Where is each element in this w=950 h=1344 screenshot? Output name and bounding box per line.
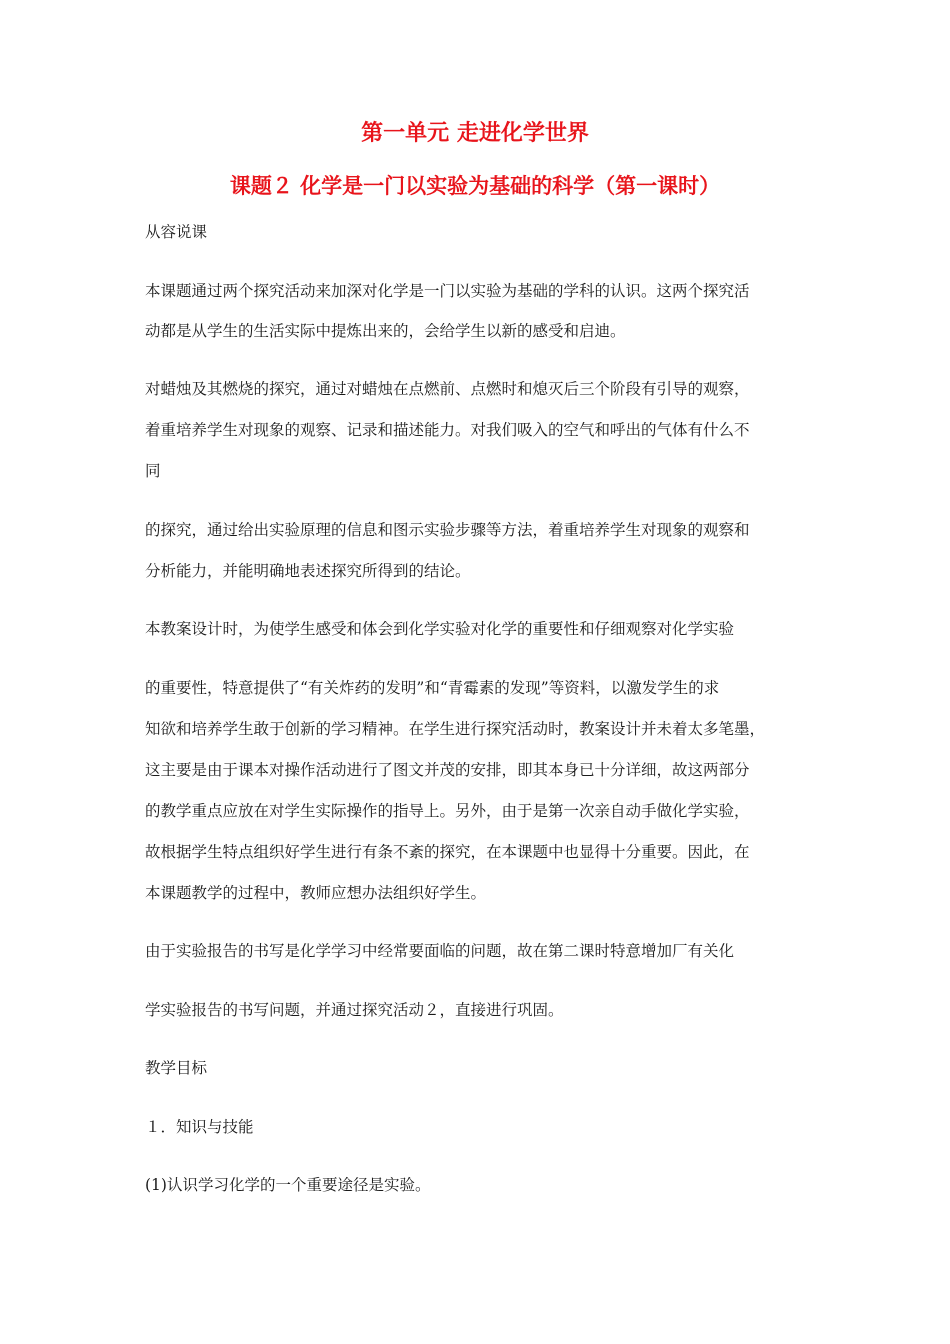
- text-line: 同: [145, 462, 161, 480]
- text-line: 的探究，通过给出实验原理的信息和图示实验步骤等方法，着重培养学生对现象的观察和: [145, 521, 750, 539]
- text-line: 学实验报告的书写问题，并通过探究活动２，直接进行巩固。: [145, 1001, 564, 1019]
- text-line: 这主要是由于课本对操作活动进行了图文并茂的安排，即其本身已十分详细，故这两部分: [145, 761, 750, 779]
- text-line: 对蜡烛及其燃烧的探究，通过对蜡烛在点燃前、点燃时和熄灭后三个阶段有引导的观察，: [145, 380, 750, 398]
- text-line: 由于实验报告的书写是化学学习中经常要面临的问题，故在第二课时特意增加厂有关化: [145, 942, 735, 960]
- subsection-heading: １．知识与技能: [145, 1118, 254, 1136]
- text-line: 动都是从学生的生活实际中提炼出来的，会给学生以新的感受和启迪。: [145, 322, 626, 340]
- section-heading: 教学目标: [145, 1059, 208, 1077]
- text-line: 分析能力，并能明确地表述探究所得到的结论。: [145, 562, 471, 580]
- lesson-title: 课题２ 化学是一门以实验为基础的科学（第一课时）: [229, 174, 721, 198]
- text-line: 知欲和培养学生敢于创新的学习精神。在学生进行探究活动时，教案设计并未着太多笔墨，: [145, 720, 766, 738]
- text-line: 的重要性，特意提供了“有关炸药的发明”和“青霉素的发现”等资料，以激发学生的求: [145, 679, 720, 697]
- text-line: 本课题教学的过程中，教师应想办法组织好学生。: [145, 884, 487, 902]
- text-line: 故根据学生特点组织好学生进行有条不紊的探究，在本课题中也显得十分重要。因此，在: [145, 843, 750, 861]
- text-line: 的教学重点应放在对学生实际操作的指导上。另外，由于是第一次亲自动手做化学实验，: [145, 802, 750, 820]
- section-heading: 从容说课: [145, 223, 208, 241]
- text-line: 本教案设计时，为使学生感受和体会到化学实验对化学的重要性和仔细观察对化学实验: [145, 620, 735, 638]
- text-line: 本课题通过两个探究活动来加深对化学是一门以实验为基础的学科的认识。这两个探究活: [145, 282, 750, 300]
- text-line: 着重培养学生对现象的观察、记录和描述能力。对我们吸入的空气和呼出的气体有什么不: [145, 421, 750, 439]
- unit-title: 第一单元 走进化学世界: [361, 121, 589, 146]
- list-item: (1)认识学习化学的一个重要途径是实验。: [145, 1176, 431, 1194]
